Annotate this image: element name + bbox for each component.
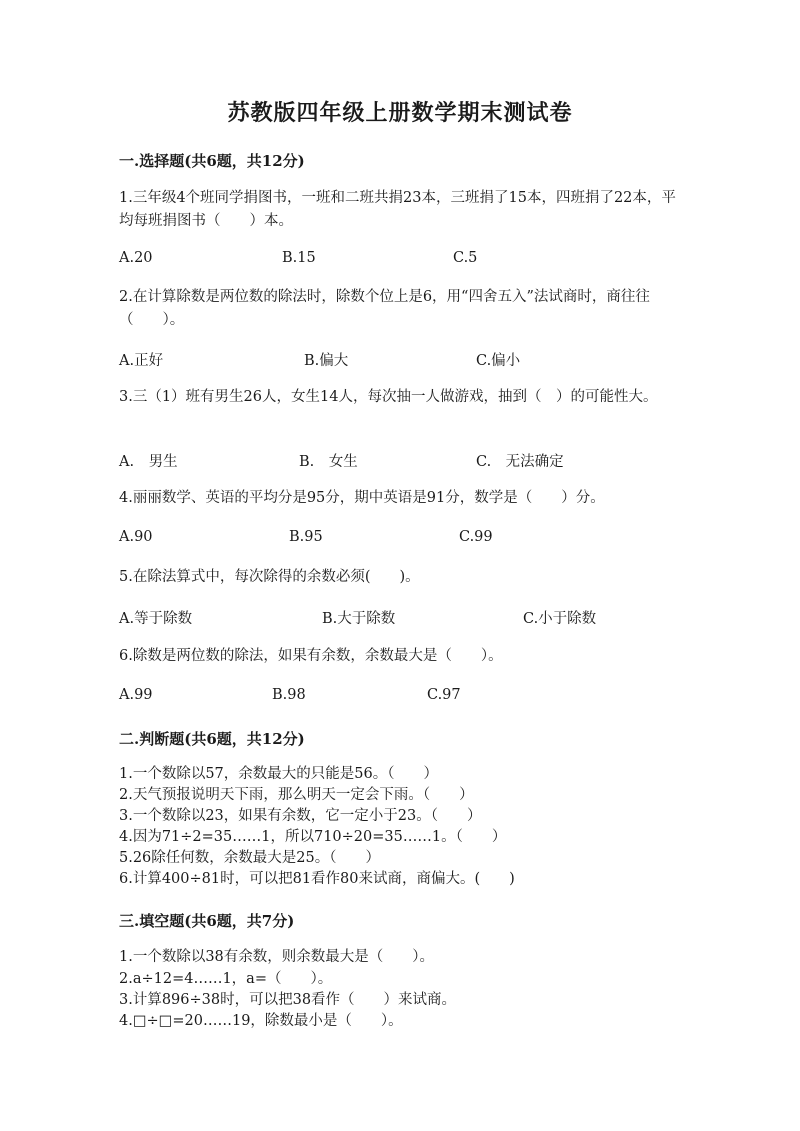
question-4: 4.丽丽数学、英语的平均分是95分，期中英语是91分，数学是（ ）分。 [119, 490, 605, 506]
option-b: B.大于除数 [322, 611, 396, 627]
section-heading-judge: 二.判断题(共6题，共12分) [119, 730, 305, 748]
options-q5 [119, 607, 719, 629]
option-a: A.99 [119, 687, 153, 703]
option-b: B.95 [289, 529, 323, 545]
judge-item-5: 5.26除任何数，余数最大是25。（ ） [119, 850, 380, 866]
fill-item-2: 2.a÷12=4……1，a=（ ）。 [119, 971, 333, 987]
option-c: C.小于除数 [523, 611, 597, 627]
option-c: C.5 [453, 250, 478, 266]
judge-item-1: 1.一个数除以57，余数最大的只能是56。（ ） [119, 766, 438, 782]
question-2: 2.在计算除数是两位数的除法时，除数个位上是6，用“四舍五入”法试商时，商往往（ ）。 [119, 289, 650, 328]
question-5: 5.在除法算式中，每次除得的余数必须( )。 [119, 569, 420, 585]
options-q3 [119, 450, 719, 472]
judge-item-3: 3.一个数除以23，如果有余数，它一定小于23。（ ） [119, 808, 482, 824]
option-c: C.偏小 [476, 353, 521, 369]
judge-item-2: 2.天气预报说明天下雨，那么明天一定会下雨。（ ） [119, 787, 474, 803]
option-b: B.15 [282, 250, 316, 266]
option-b: B.98 [272, 687, 306, 703]
option-b: B. 女生 [299, 454, 358, 470]
page-title: 苏教版四年级上册数学期末测试卷 [227, 100, 573, 126]
option-c: C. 无法确定 [476, 454, 564, 470]
option-c: C.99 [459, 529, 493, 545]
options-q2 [119, 349, 719, 371]
section-heading-fill: 三.填空题(共6题，共7分) [119, 912, 295, 930]
fill-item-1: 1.一个数除以38有余数，则余数最大是（ ）。 [119, 949, 435, 965]
question-6: 6.除数是两位数的除法，如果有余数，余数最大是（ ）。 [119, 648, 503, 664]
option-a: A.20 [119, 250, 153, 266]
options-q1 [119, 250, 719, 272]
options-q4 [119, 529, 719, 551]
option-a: A.正好 [119, 353, 164, 369]
section-heading-choice: 一.选择题(共6题，共12分) [119, 152, 305, 170]
fill-item-4: 4.□÷□=20……19，除数最小是（ ）。 [119, 1013, 403, 1029]
question-1: 1.三年级4个班同学捐图书，一班和二班共捐23本，三班捐了15本，四班捐了22本，平均每班捐图书（ ）本。 [119, 190, 676, 229]
options-q6 [119, 687, 719, 709]
option-a: A. 男生 [119, 454, 178, 470]
option-c: C.97 [427, 687, 461, 703]
question-3: 3.三（1）班有男生26人，女生14人，每次抽一人做游戏，抽到（ ）的可能性大。 [119, 389, 658, 405]
fill-item-3: 3.计算896÷38时，可以把38看作（ ）来试商。 [119, 992, 457, 1008]
option-a: A.等于除数 [119, 611, 193, 627]
judge-item-6: 6.计算400÷81时，可以把81看作80来试商，商偏大。( ) [119, 871, 515, 887]
option-b: B.偏大 [304, 353, 349, 369]
option-a: A.90 [119, 529, 153, 545]
judge-item-4: 4.因为71÷2=35……1，所以710÷20=35……1。（ ） [119, 829, 507, 845]
